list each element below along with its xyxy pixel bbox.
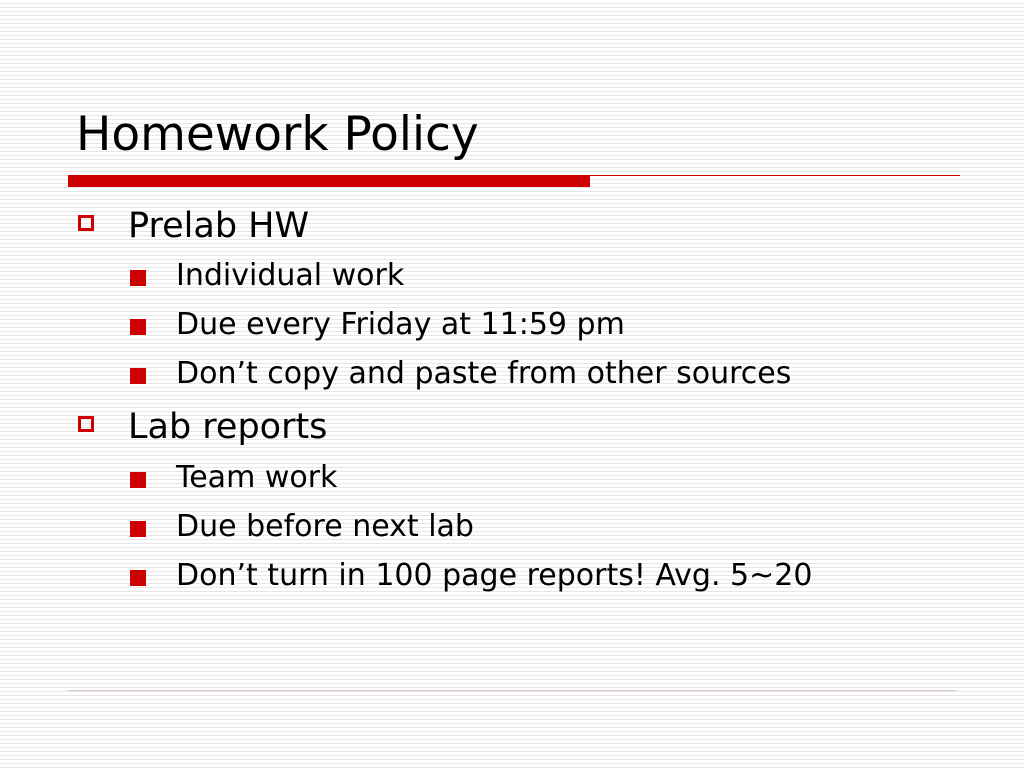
filled-square-icon: [130, 368, 146, 384]
sub-bullet-label: Individual work: [176, 258, 405, 293]
hollow-square-icon: [78, 215, 94, 231]
filled-square-icon: [130, 521, 146, 537]
filled-square-icon: [130, 472, 146, 488]
filled-square-icon: [130, 570, 146, 586]
sub-bullet-label: Team work: [176, 460, 338, 495]
sub-bullet-label: Don’t copy and paste from other sources: [176, 356, 792, 391]
filled-square-icon: [130, 270, 146, 286]
sub-bullet-label: Due every Friday at 11:59 pm: [176, 307, 625, 342]
hollow-square-icon: [78, 416, 94, 432]
sub-bullet-label: Due before next lab: [176, 509, 474, 544]
bullet-label: Prelab HW: [128, 206, 310, 246]
footer-divider: [68, 690, 956, 691]
bullet-label: Lab reports: [128, 407, 328, 447]
title-underline-thin: [590, 175, 960, 176]
title-underline-thick: [68, 175, 590, 187]
sub-bullet-label: Don’t turn in 100 page reports! Avg. 5~20: [176, 558, 813, 593]
slide-title: Homework Policy: [76, 107, 479, 162]
filled-square-icon: [130, 319, 146, 335]
